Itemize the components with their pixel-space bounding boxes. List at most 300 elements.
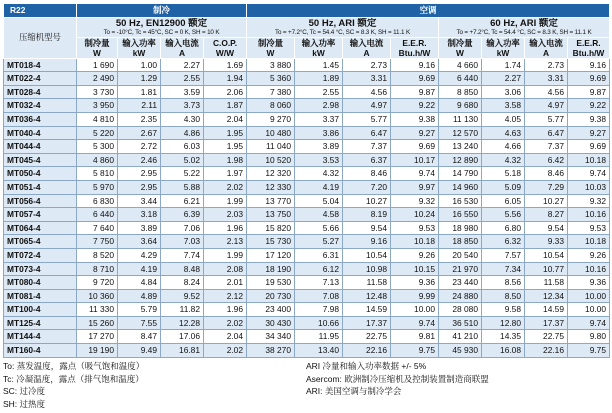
- value-cell: 3.06: [482, 85, 525, 99]
- table-row: [4, 289, 610, 303]
- model-cell: MT100-4: [4, 303, 77, 317]
- table-row: [4, 167, 610, 181]
- value-cell: 9.27: [568, 126, 610, 140]
- value-cell: 6 440: [439, 72, 482, 86]
- model-cell: MT125-4: [4, 316, 77, 330]
- column-header: 输入电流 A: [161, 37, 204, 58]
- value-cell: 5.88: [161, 180, 204, 194]
- value-cell: 11.58: [525, 276, 568, 290]
- value-cell: 4.56: [525, 85, 568, 99]
- value-cell: 2.04: [204, 330, 247, 344]
- value-cell: 1.99: [204, 194, 247, 208]
- value-cell: 2.55: [161, 72, 204, 86]
- value-cell: 12 330: [247, 180, 295, 194]
- table-row: [4, 112, 610, 126]
- value-cell: 2.08: [204, 262, 247, 276]
- column-header: 制冷量 W: [439, 37, 482, 58]
- table-row: [4, 140, 610, 154]
- value-cell: 1.74: [482, 58, 525, 72]
- value-cell: 10 520: [247, 153, 295, 167]
- value-cell: 13 750: [247, 208, 295, 222]
- value-cell: 3.44: [118, 194, 161, 208]
- table-row: [4, 153, 610, 167]
- value-cell: 9.81: [391, 330, 439, 344]
- value-cell: 4 810: [77, 112, 118, 126]
- value-cell: 3.18: [118, 208, 161, 222]
- table-row: [4, 330, 610, 344]
- model-cell: MT040-4: [4, 126, 77, 140]
- value-cell: 9.27: [391, 126, 439, 140]
- column-header: 输入电流 A: [525, 37, 568, 58]
- value-cell: 8.24: [161, 276, 204, 290]
- value-cell: 10.77: [525, 262, 568, 276]
- value-cell: 9.69: [568, 140, 610, 154]
- value-cell: 9.54: [525, 221, 568, 235]
- value-cell: 10.27: [525, 194, 568, 208]
- value-cell: 9.74: [568, 167, 610, 181]
- legend-right: [306, 360, 489, 398]
- value-cell: 1.96: [204, 303, 247, 317]
- table-row: [4, 221, 610, 235]
- value-cell: 5.27: [295, 235, 343, 249]
- value-cell: 5.22: [161, 167, 204, 181]
- value-cell: 2.01: [204, 276, 247, 290]
- value-cell: 2.02: [204, 344, 247, 358]
- value-cell: 8.27: [525, 208, 568, 222]
- value-cell: 4.58: [295, 208, 343, 222]
- model-cell: MT022-4: [4, 72, 77, 86]
- value-cell: 9.32: [568, 194, 610, 208]
- value-cell: 7.55: [118, 316, 161, 330]
- group-ari-50hz: [247, 17, 439, 37]
- model-cell: MT036-4: [4, 112, 77, 126]
- value-cell: 5.77: [343, 112, 391, 126]
- value-cell: 15 820: [247, 221, 295, 235]
- value-cell: 1.81: [118, 85, 161, 99]
- value-cell: 9.74: [391, 167, 439, 181]
- value-cell: 6.05: [482, 194, 525, 208]
- value-cell: 6.80: [482, 221, 525, 235]
- value-cell: 2.13: [204, 235, 247, 249]
- value-cell: 4.86: [161, 126, 204, 140]
- header-row-groups: [4, 17, 610, 37]
- value-cell: 2.02: [204, 316, 247, 330]
- value-cell: 2.12: [204, 289, 247, 303]
- value-cell: 13 240: [439, 140, 482, 154]
- value-cell: 4.05: [482, 112, 525, 126]
- value-cell: 2.03: [204, 208, 247, 222]
- value-cell: 3.37: [295, 112, 343, 126]
- value-cell: 38 270: [247, 344, 295, 358]
- value-cell: 12.28: [161, 316, 204, 330]
- value-cell: 1.98: [204, 153, 247, 167]
- value-cell: 17 120: [247, 248, 295, 262]
- table-row: [4, 72, 610, 86]
- value-cell: 17.06: [161, 330, 204, 344]
- model-cell: MT028-4: [4, 85, 77, 99]
- column-header: 输入功率 kW: [295, 37, 343, 58]
- value-cell: 9.75: [391, 344, 439, 358]
- value-cell: 10.27: [343, 194, 391, 208]
- value-cell: 7.74: [161, 248, 204, 262]
- table-row: [4, 180, 610, 194]
- value-cell: 7 640: [77, 221, 118, 235]
- value-cell: 2.95: [118, 167, 161, 181]
- value-cell: 2.73: [525, 58, 568, 72]
- value-cell: 9.80: [568, 330, 610, 344]
- value-cell: 8.46: [525, 167, 568, 181]
- model-cell: MT065-4: [4, 235, 77, 249]
- table-row: [4, 344, 610, 358]
- model-cell: MT081-4: [4, 289, 77, 303]
- column-header: E.E.R. Btu.h/W: [391, 37, 439, 58]
- value-cell: 12 570: [439, 126, 482, 140]
- value-cell: 4.19: [118, 262, 161, 276]
- legend-left: [3, 360, 144, 411]
- group-ari-50hz-conditions: To = +7.2°C, Tc = 54.4 °C, SC = 8.3 K, SH = 11.1 K: [274, 28, 411, 36]
- value-cell: 4.32: [482, 153, 525, 167]
- model-cell: MT064-4: [4, 221, 77, 235]
- value-cell: 4 860: [77, 153, 118, 167]
- value-cell: 9.87: [391, 85, 439, 99]
- column-header: 输入功率 kW: [482, 37, 525, 58]
- value-cell: 8.46: [343, 167, 391, 181]
- value-cell: 9.32: [391, 194, 439, 208]
- column-header: 输入电流 A: [343, 37, 391, 58]
- value-cell: 7.13: [295, 276, 343, 290]
- value-cell: 1 690: [77, 58, 118, 72]
- value-cell: 9.58: [482, 303, 525, 317]
- value-cell: 34 340: [247, 330, 295, 344]
- value-cell: 5.09: [482, 180, 525, 194]
- value-cell: 6.12: [295, 262, 343, 276]
- cooling-header: 制冷: [77, 4, 247, 18]
- value-cell: 10.54: [525, 248, 568, 262]
- value-cell: 8.19: [343, 208, 391, 222]
- value-cell: 10.16: [568, 262, 610, 276]
- model-cell: MT045-4: [4, 153, 77, 167]
- value-cell: 11.95: [295, 330, 343, 344]
- value-cell: 10.24: [391, 208, 439, 222]
- value-cell: 3.53: [295, 153, 343, 167]
- legend-item: SC: 过冷度: [3, 386, 46, 397]
- value-cell: 4.97: [343, 99, 391, 113]
- value-cell: 13.40: [295, 344, 343, 358]
- column-header: 制冷量 W: [77, 37, 118, 58]
- group-ari-60hz-conditions: To = +7.2°C, Tc = 54.4 °C, SC = 8.3 K, SH = 11.1 K: [456, 28, 592, 36]
- value-cell: 4 660: [439, 58, 482, 72]
- column-header: C.O.P. W/W: [204, 37, 247, 58]
- value-cell: 5.77: [525, 112, 568, 126]
- table-row: [4, 303, 610, 317]
- legend-item: To: 蒸发温度，露点（吸气饱和温度）: [3, 361, 145, 371]
- value-cell: 9.36: [391, 276, 439, 290]
- value-cell: 9 680: [439, 99, 482, 113]
- value-cell: 9.69: [568, 72, 610, 86]
- legend-item: ARI: 美国空调与制冷学会: [306, 386, 402, 397]
- model-column-header: 压缩机型号: [4, 17, 77, 58]
- group-en12900-title: 50 Hz, EN12900 额定: [115, 17, 208, 29]
- group-ari-60hz-title: 60 Hz, ARI 额定: [490, 17, 558, 29]
- value-cell: 8 710: [77, 262, 118, 276]
- table-row: [4, 262, 610, 276]
- value-cell: 5 220: [77, 126, 118, 140]
- value-cell: 12 320: [247, 167, 295, 181]
- value-cell: 7.34: [482, 262, 525, 276]
- value-cell: 9.54: [343, 221, 391, 235]
- value-cell: 1.99: [204, 248, 247, 262]
- value-cell: 1.69: [204, 58, 247, 72]
- value-cell: 3.89: [295, 140, 343, 154]
- value-cell: 41 210: [439, 330, 482, 344]
- value-cell: 5.18: [482, 167, 525, 181]
- value-cell: 6.03: [161, 140, 204, 154]
- group-ari-60hz: [439, 17, 610, 37]
- value-cell: 6.31: [295, 248, 343, 262]
- value-cell: 7.29: [525, 180, 568, 194]
- value-cell: 14.59: [525, 303, 568, 317]
- value-cell: 9.99: [391, 289, 439, 303]
- value-cell: 10.17: [391, 153, 439, 167]
- model-cell: MT050-4: [4, 167, 77, 181]
- value-cell: 6.47: [343, 126, 391, 140]
- value-cell: 5.56: [482, 208, 525, 222]
- value-cell: 13 770: [247, 194, 295, 208]
- value-cell: 22.16: [525, 344, 568, 358]
- value-cell: 9.33: [525, 235, 568, 249]
- model-cell: MT018-4: [4, 58, 77, 72]
- value-cell: 23 400: [247, 303, 295, 317]
- value-cell: 2.06: [204, 85, 247, 99]
- table-row: [4, 316, 610, 330]
- header-row-top: [4, 4, 610, 18]
- value-cell: 3 880: [247, 58, 295, 72]
- value-cell: 6.21: [161, 194, 204, 208]
- value-cell: 2.72: [118, 140, 161, 154]
- value-cell: 1.87: [204, 99, 247, 113]
- value-cell: 22.75: [525, 330, 568, 344]
- value-cell: 9.22: [568, 99, 610, 113]
- model-cell: MT144-4: [4, 330, 77, 344]
- value-cell: 5.04: [295, 194, 343, 208]
- value-cell: 6.37: [343, 153, 391, 167]
- value-cell: 4.66: [482, 140, 525, 154]
- value-cell: 8 060: [247, 99, 295, 113]
- value-cell: 4.56: [343, 85, 391, 99]
- value-cell: 2.46: [118, 153, 161, 167]
- value-cell: 18 190: [247, 262, 295, 276]
- value-cell: 6.32: [482, 235, 525, 249]
- value-cell: 9.26: [391, 248, 439, 262]
- value-cell: 2.35: [118, 112, 161, 126]
- value-cell: 7.37: [343, 140, 391, 154]
- value-cell: 17 270: [77, 330, 118, 344]
- value-cell: 15 730: [247, 235, 295, 249]
- value-cell: 1.97: [204, 167, 247, 181]
- value-cell: 10.18: [391, 235, 439, 249]
- header-row-columns: [4, 37, 610, 58]
- value-cell: 20 540: [439, 248, 482, 262]
- value-cell: 5 810: [77, 167, 118, 181]
- table-row: [4, 194, 610, 208]
- value-cell: 4.63: [482, 126, 525, 140]
- value-cell: 3.64: [118, 235, 161, 249]
- value-cell: 10.00: [391, 303, 439, 317]
- value-cell: 5 300: [77, 140, 118, 154]
- value-cell: 5.79: [118, 303, 161, 317]
- model-cell: MT073-4: [4, 262, 77, 276]
- value-cell: 10.18: [568, 153, 610, 167]
- value-cell: 7.20: [343, 180, 391, 194]
- value-cell: 4.32: [295, 167, 343, 181]
- value-cell: 9.52: [161, 289, 204, 303]
- model-cell: MT056-4: [4, 194, 77, 208]
- legend-item: Tc: 冷凝温度，露点（排气饱和温度）: [3, 373, 144, 384]
- table-row: [4, 208, 610, 222]
- value-cell: 2.27: [161, 58, 204, 72]
- value-cell: 6 830: [77, 194, 118, 208]
- value-cell: 8 850: [439, 85, 482, 99]
- value-cell: 4.84: [118, 276, 161, 290]
- value-cell: 9.69: [391, 140, 439, 154]
- value-cell: 7.03: [161, 235, 204, 249]
- value-cell: 9.22: [391, 99, 439, 113]
- value-cell: 9.74: [391, 316, 439, 330]
- value-cell: 7.06: [161, 221, 204, 235]
- table-row: [4, 248, 610, 262]
- value-cell: 9.36: [568, 276, 610, 290]
- value-cell: 8.50: [482, 289, 525, 303]
- value-cell: 12.80: [482, 316, 525, 330]
- value-cell: 11 330: [77, 303, 118, 317]
- value-cell: 2.95: [118, 180, 161, 194]
- value-cell: 5.66: [295, 221, 343, 235]
- value-cell: 2.27: [482, 72, 525, 86]
- value-cell: 7 380: [247, 85, 295, 99]
- value-cell: 1.94: [204, 72, 247, 86]
- value-cell: 1.45: [295, 58, 343, 72]
- value-cell: 3.31: [525, 72, 568, 86]
- legend-item: ARI 冷量和输入功率数据 +/- 5%: [306, 361, 427, 371]
- value-cell: 10.54: [343, 248, 391, 262]
- value-cell: 10.03: [568, 180, 610, 194]
- value-cell: 3.86: [295, 126, 343, 140]
- value-cell: 3.59: [161, 85, 204, 99]
- table-row: [4, 126, 610, 140]
- compressor-spec-table: [3, 3, 610, 358]
- value-cell: 6.42: [525, 153, 568, 167]
- model-cell: MT072-4: [4, 248, 77, 262]
- value-cell: 22.75: [343, 330, 391, 344]
- value-cell: 7.08: [295, 289, 343, 303]
- model-cell: MT032-4: [4, 99, 77, 113]
- model-cell: MT051-4: [4, 180, 77, 194]
- value-cell: 3.73: [161, 99, 204, 113]
- legend-item: Asercom: 欧洲制冷压缩机及控制装置制造商联盟: [306, 373, 489, 384]
- value-cell: 2.55: [295, 85, 343, 99]
- value-cell: 10 360: [77, 289, 118, 303]
- value-cell: 4.29: [118, 248, 161, 262]
- value-cell: 2.11: [118, 99, 161, 113]
- value-cell: 3 730: [77, 85, 118, 99]
- value-cell: 18 980: [439, 221, 482, 235]
- value-cell: 9.16: [391, 58, 439, 72]
- value-cell: 45 930: [439, 344, 482, 358]
- table-row: [4, 85, 610, 99]
- column-header: E.E.R. Btu.h/W: [568, 37, 610, 58]
- table-row: [4, 99, 610, 113]
- value-cell: 30 430: [247, 316, 295, 330]
- value-cell: 6.47: [525, 126, 568, 140]
- column-header: 输入功率 kW: [118, 37, 161, 58]
- table-body: [4, 58, 610, 357]
- value-cell: 7 750: [77, 235, 118, 249]
- value-cell: 8.56: [482, 276, 525, 290]
- value-cell: 22.16: [343, 344, 391, 358]
- value-cell: 10 480: [247, 126, 295, 140]
- group-ari-50hz-title: 50 Hz, ARI 额定: [308, 17, 377, 29]
- value-cell: 10.00: [568, 289, 610, 303]
- value-cell: 14.59: [343, 303, 391, 317]
- value-cell: 9 720: [77, 276, 118, 290]
- value-cell: 17.37: [343, 316, 391, 330]
- value-cell: 4.30: [161, 112, 204, 126]
- value-cell: 2.73: [343, 58, 391, 72]
- value-cell: 9.49: [118, 344, 161, 358]
- model-cell: MT044-4: [4, 140, 77, 154]
- value-cell: 8.48: [161, 262, 204, 276]
- value-cell: 9.16: [568, 58, 610, 72]
- model-cell: MT160-4: [4, 344, 77, 358]
- value-cell: 9.53: [391, 221, 439, 235]
- value-cell: 19 190: [77, 344, 118, 358]
- value-cell: 1.96: [204, 221, 247, 235]
- value-cell: 16.81: [161, 344, 204, 358]
- value-cell: 9.53: [568, 221, 610, 235]
- air-conditioning-header: 空调: [247, 4, 610, 18]
- value-cell: 2 490: [77, 72, 118, 86]
- value-cell: 10.15: [391, 262, 439, 276]
- value-cell: 12 890: [439, 153, 482, 167]
- value-cell: 16 530: [439, 194, 482, 208]
- value-cell: 23 440: [439, 276, 482, 290]
- value-cell: 11.58: [343, 276, 391, 290]
- value-cell: 6.39: [161, 208, 204, 222]
- value-cell: 2.67: [118, 126, 161, 140]
- value-cell: 2.02: [204, 180, 247, 194]
- value-cell: 9.75: [568, 344, 610, 358]
- value-cell: 10.66: [295, 316, 343, 330]
- value-cell: 17.37: [525, 316, 568, 330]
- value-cell: 6 440: [77, 208, 118, 222]
- value-cell: 28 080: [439, 303, 482, 317]
- value-cell: 5 360: [247, 72, 295, 86]
- value-cell: 1.29: [118, 72, 161, 86]
- value-cell: 9.26: [568, 248, 610, 262]
- value-cell: 1.00: [118, 58, 161, 72]
- value-cell: 14.35: [482, 330, 525, 344]
- value-cell: 19 530: [247, 276, 295, 290]
- value-cell: 5 970: [77, 180, 118, 194]
- value-cell: 7.98: [295, 303, 343, 317]
- value-cell: 7.57: [482, 248, 525, 262]
- table-row: [4, 58, 610, 72]
- value-cell: 9 270: [247, 112, 295, 126]
- table-row: [4, 276, 610, 290]
- value-cell: 24 880: [439, 289, 482, 303]
- value-cell: 14 790: [439, 167, 482, 181]
- value-cell: 10.18: [568, 235, 610, 249]
